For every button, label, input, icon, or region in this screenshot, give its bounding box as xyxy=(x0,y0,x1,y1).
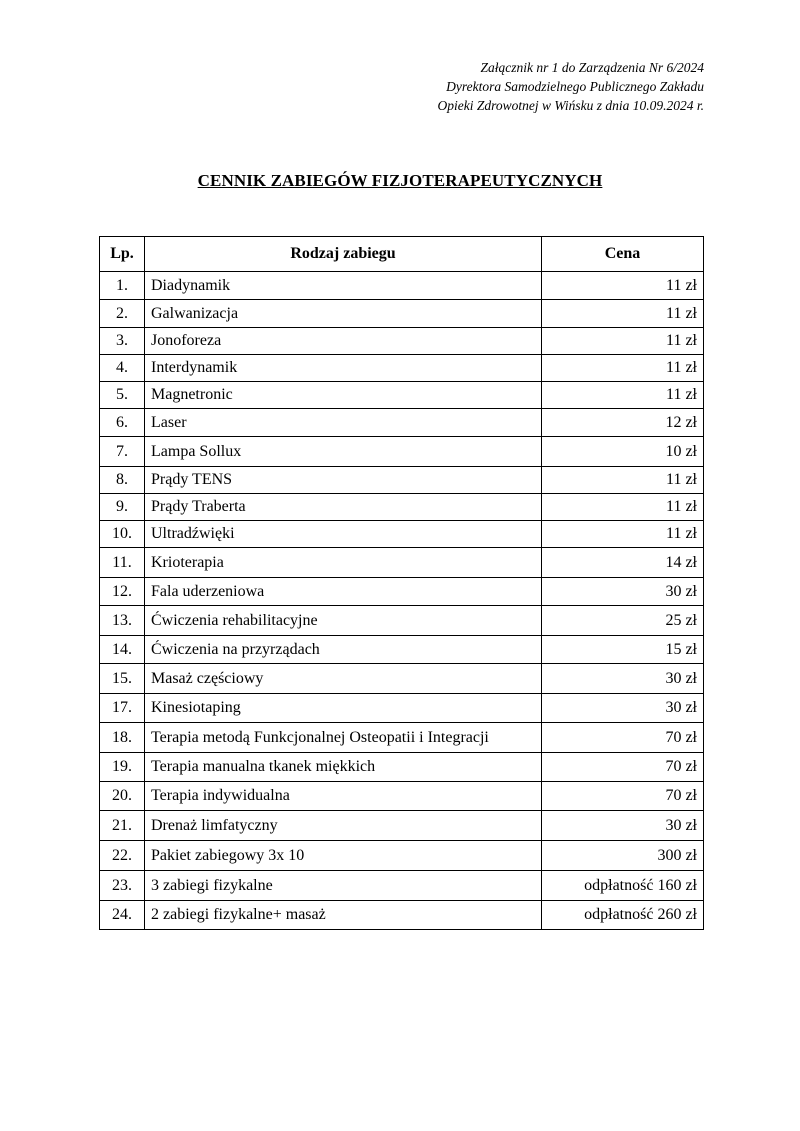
row-treatment-name: Terapia indywidualna xyxy=(145,782,542,811)
header-lp: Lp. xyxy=(100,237,145,272)
row-price: 11 zł xyxy=(542,300,704,328)
row-treatment-name: 3 zabiegi fizykalne xyxy=(145,871,542,901)
row-price: 25 zł xyxy=(542,606,704,636)
row-lp: 21. xyxy=(100,811,145,841)
header-treatment-type: Rodzaj zabiegu xyxy=(145,237,542,272)
price-table xyxy=(99,236,704,930)
table-row xyxy=(100,901,704,930)
row-lp: 10. xyxy=(100,521,145,548)
row-lp: 3. xyxy=(100,328,145,355)
table-row xyxy=(100,753,704,782)
row-price: 10 zł xyxy=(542,437,704,467)
row-treatment-name: Jonoforeza xyxy=(145,328,542,355)
row-price: 11 zł xyxy=(542,382,704,409)
table-row xyxy=(100,578,704,606)
attachment-note-line-2: Dyrektora Samodzielnego Publicznego Zakładu xyxy=(446,79,704,94)
row-lp: 2. xyxy=(100,300,145,328)
table-row xyxy=(100,382,704,409)
row-treatment-name: Drenaż limfatyczny xyxy=(145,811,542,841)
row-price: 11 zł xyxy=(542,328,704,355)
table-row xyxy=(100,494,704,521)
row-treatment-name: Lampa Sollux xyxy=(145,437,542,467)
row-lp: 20. xyxy=(100,782,145,811)
row-price: 70 zł xyxy=(542,782,704,811)
row-price: 11 zł xyxy=(542,272,704,300)
row-treatment-name: Interdynamik xyxy=(145,355,542,382)
table-row xyxy=(100,355,704,382)
row-treatment-name: Ćwiczenia na przyrządach xyxy=(145,636,542,664)
row-price: 30 zł xyxy=(542,578,704,606)
table-row xyxy=(100,841,704,871)
row-lp: 9. xyxy=(100,494,145,521)
table-row xyxy=(100,782,704,811)
row-lp: 19. xyxy=(100,753,145,782)
row-lp: 18. xyxy=(100,723,145,753)
table-row xyxy=(100,521,704,548)
row-lp: 6. xyxy=(100,409,145,437)
row-treatment-name: 2 zabiegi fizykalne+ masaż xyxy=(145,901,542,930)
row-treatment-name: Krioterapia xyxy=(145,548,542,578)
table-row xyxy=(100,409,704,437)
row-price: 12 zł xyxy=(542,409,704,437)
row-price: 15 zł xyxy=(542,636,704,664)
row-lp: 17. xyxy=(100,694,145,723)
table-row xyxy=(100,811,704,841)
table-row xyxy=(100,328,704,355)
row-treatment-name: Kinesiotaping xyxy=(145,694,542,723)
row-lp: 14. xyxy=(100,636,145,664)
row-price: odpłatność 160 zł xyxy=(542,871,704,901)
row-treatment-name: Terapia manualna tkanek miękkich xyxy=(145,753,542,782)
table-row xyxy=(100,548,704,578)
row-lp: 4. xyxy=(100,355,145,382)
row-treatment-name: Prądy TENS xyxy=(145,467,542,494)
attachment-note-line-3: Opieki Zdrowotnej w Wińsku z dnia 10.09.2024 r. xyxy=(437,98,704,113)
row-price: 11 zł xyxy=(542,521,704,548)
row-price: 11 zł xyxy=(542,494,704,521)
row-price: 70 zł xyxy=(542,753,704,782)
row-treatment-name: Masaż częściowy xyxy=(145,664,542,694)
row-treatment-name: Prądy Traberta xyxy=(145,494,542,521)
attachment-note-line-1: Załącznik nr 1 do Zarządzenia Nr 6/2024 xyxy=(480,60,704,75)
table-body xyxy=(100,272,704,930)
row-lp: 15. xyxy=(100,664,145,694)
row-treatment-name: Terapia metodą Funkcjonalnej Osteopatii i Integracji xyxy=(145,723,542,753)
row-treatment-name: Laser xyxy=(145,409,542,437)
row-price: 11 zł xyxy=(542,355,704,382)
row-price: 14 zł xyxy=(542,548,704,578)
table-header-row xyxy=(100,237,704,272)
row-lp: 13. xyxy=(100,606,145,636)
row-lp: 12. xyxy=(100,578,145,606)
table-row xyxy=(100,272,704,300)
table-row xyxy=(100,664,704,694)
row-price: 30 zł xyxy=(542,811,704,841)
row-treatment-name: Galwanizacja xyxy=(145,300,542,328)
table-row xyxy=(100,871,704,901)
table-row xyxy=(100,437,704,467)
row-price: 11 zł xyxy=(542,467,704,494)
row-treatment-name: Ćwiczenia rehabilitacyjne xyxy=(145,606,542,636)
row-lp: 1. xyxy=(100,272,145,300)
row-price: 300 zł xyxy=(542,841,704,871)
row-lp: 23. xyxy=(100,871,145,901)
header-price: Cena xyxy=(542,237,704,272)
document-title: CENNIK ZABIEGÓW FIZJOTERAPEUTYCZNYCH xyxy=(197,171,603,190)
table-row xyxy=(100,467,704,494)
row-price: 30 zł xyxy=(542,664,704,694)
row-treatment-name: Fala uderzeniowa xyxy=(145,578,542,606)
row-lp: 5. xyxy=(100,382,145,409)
row-lp: 8. xyxy=(100,467,145,494)
table-row xyxy=(100,636,704,664)
row-lp: 7. xyxy=(100,437,145,467)
row-treatment-name: Diadynamik xyxy=(145,272,542,300)
row-lp: 11. xyxy=(100,548,145,578)
table-row xyxy=(100,606,704,636)
attachment-note xyxy=(437,58,704,115)
row-lp: 24. xyxy=(100,901,145,930)
row-treatment-name: Magnetronic xyxy=(145,382,542,409)
row-price: 30 zł xyxy=(542,694,704,723)
row-treatment-name: Ultradźwięki xyxy=(145,521,542,548)
row-treatment-name: Pakiet zabiegowy 3x 10 xyxy=(145,841,542,871)
row-price: 70 zł xyxy=(542,723,704,753)
table-row xyxy=(100,723,704,753)
row-price: odpłatność 260 zł xyxy=(542,901,704,930)
table-row xyxy=(100,300,704,328)
row-lp: 22. xyxy=(100,841,145,871)
table-row xyxy=(100,694,704,723)
